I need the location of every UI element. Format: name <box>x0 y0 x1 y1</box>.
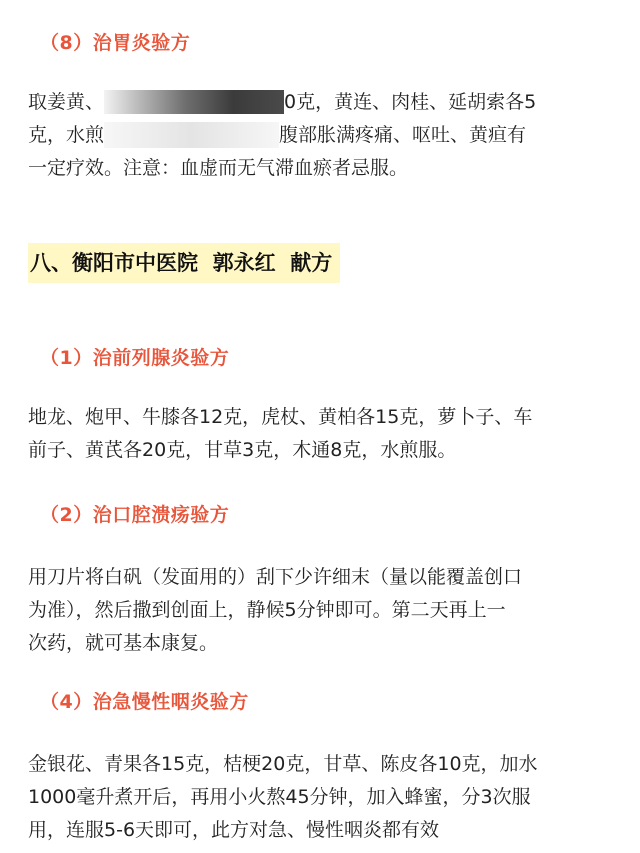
text-line: 取姜黄、 0克，黄连、肉桂、延胡索各5 <box>28 91 537 113</box>
paragraph-prostatitis-remedy <box>28 401 618 467</box>
text-line: 用刀片将白矾（发面用的）刮下少许细末（量以能覆盖创口 <box>28 566 523 588</box>
text-line: 金银花、青果各15克，桔梗20克，甘草、陈皮各10克，加水 <box>28 753 538 775</box>
redaction-mask <box>104 122 279 148</box>
text-line: 用，连服5-6天即可，此方对急、慢性咽炎都有效 <box>28 819 440 841</box>
section-heading-hengyang: 八、衡阳市中医院 郭永红 献方 <box>28 243 340 283</box>
subheading-pharyngitis-remedy: （4）治急慢性咽炎验方 <box>40 691 249 713</box>
text-line: 为准），然后撒到创面上，静候5分钟即可。第二天再上一 <box>28 599 506 621</box>
paragraph-mouth-ulcer-remedy <box>28 561 618 660</box>
subheading-prostatitis-remedy: （1）治前列腺炎验方 <box>40 347 230 369</box>
text-line: 前子、黄芪各20克，甘草3克，木通8克，水煎服。 <box>28 439 457 461</box>
subheading-gastritis-remedy: （8）治胃炎验方 <box>40 32 191 54</box>
redaction-mask <box>104 90 284 114</box>
paragraph-gastritis-remedy <box>28 86 618 185</box>
text-line: 克，水煎 腹部胀满疼痛、呕吐、黄疸有 <box>28 119 618 152</box>
paragraph-pharyngitis-remedy <box>28 748 618 847</box>
subheading-mouth-ulcer-remedy: （2）治口腔溃疡验方 <box>40 504 230 526</box>
text-line: 次药，就可基本康复。 <box>28 632 219 654</box>
text-line: 1000毫升煮开后，再用小火熬45分钟，加入蜂蜜，分3次服 <box>28 786 531 808</box>
text-line: 一定疗效。注意：血虚而无气滞血瘀者忌服。 <box>28 157 409 179</box>
text-line: 地龙、炮甲、牛膝各12克，虎杖、黄柏各15克，萝卜子、车 <box>28 406 533 428</box>
